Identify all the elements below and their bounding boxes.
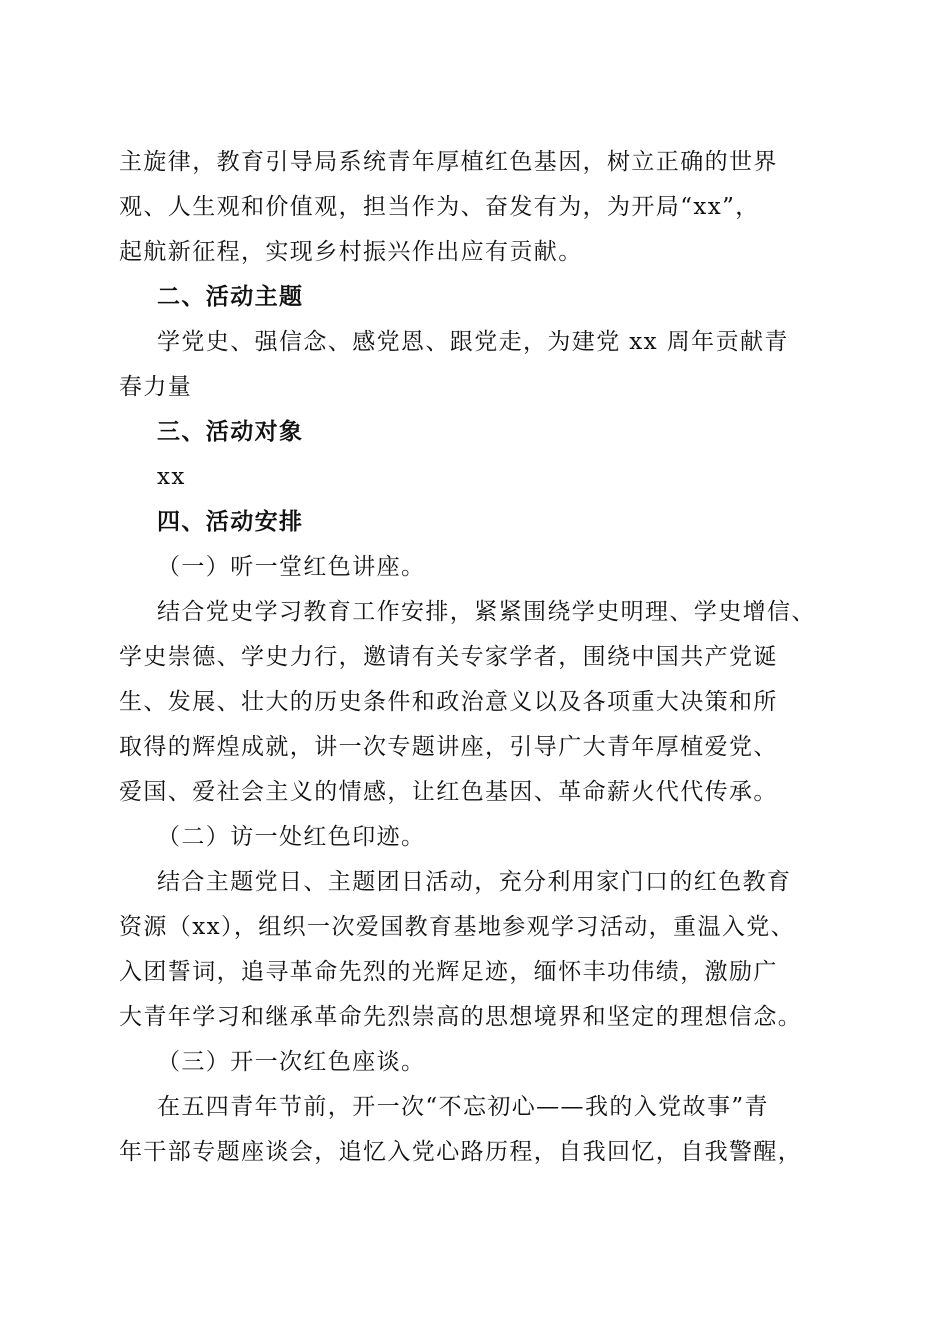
text-line: 学史崇德、学史力行，邀请有关专家学者，围绕中国共产党诞	[119, 644, 778, 670]
theme-paragraph	[119, 320, 831, 410]
document-page	[119, 140, 831, 1175]
visit-paragraph	[119, 860, 831, 1040]
subheading-forum: （三）开一次红色座谈。	[157, 1049, 426, 1075]
subheading-lecture: （一）听一堂红色讲座。	[157, 554, 426, 580]
text-line: 入团誓词，追寻革命先烈的光辉足迹，缅怀丰功伟绩，激励广	[119, 959, 778, 985]
text-line: 起航新征程，实现乡村振兴作出应有贡献。	[119, 239, 583, 265]
text-line: 主旋律，教育引导局系统青年厚植红色基因，树立正确的世界	[119, 149, 778, 175]
text-line: 年干部专题座谈会，追忆入党心路历程，自我回忆，自我警醒，	[119, 1139, 803, 1165]
text-line: 爱国、爱社会主义的情感，让红色基因、革命薪火代代传承。	[119, 779, 778, 805]
text-line: 在五四青年节前，开一次“不忘初心——我的入党故事”青	[157, 1094, 769, 1120]
section-heading-arrangement: 四、活动安排	[157, 509, 304, 535]
text-line: 学党史、强信念、感党恩、跟党走，为建党 xx 周年贡献青	[157, 329, 789, 355]
text-line: 春力量	[119, 374, 193, 400]
forum-paragraph	[119, 1085, 831, 1175]
section-heading-theme: 二、活动主题	[157, 284, 304, 310]
text-line: 生、发展、壮大的历史条件和政治意义以及各项重大决策和所	[119, 689, 778, 715]
text-line: 结合党史学习教育工作安排，紧紧围绕学史明理、学史增信、	[157, 599, 816, 625]
text-line: 大青年学习和继承革命先烈崇高的思想境界和坚定的理想信念。	[119, 1004, 803, 1030]
text-line: 结合主题党日、主题团日活动，充分利用家门口的红色教育	[157, 869, 792, 895]
section-heading-audience: 三、活动对象	[157, 419, 304, 445]
intro-paragraph	[119, 140, 831, 275]
audience-text: xx	[157, 464, 186, 490]
text-line: 取得的辉煌成就，讲一次专题讲座，引导广大青年厚植爱党、	[119, 734, 778, 760]
text-line: 资源（xx），组织一次爱国教育基地参观学习活动，重温入党、	[119, 914, 796, 940]
lecture-paragraph	[119, 590, 831, 815]
text-line: 观、人生观和价值观，担当作为、奋发有为，为开局“xx”，	[119, 194, 760, 220]
subheading-visit: （二）访一处红色印迹。	[157, 824, 426, 850]
